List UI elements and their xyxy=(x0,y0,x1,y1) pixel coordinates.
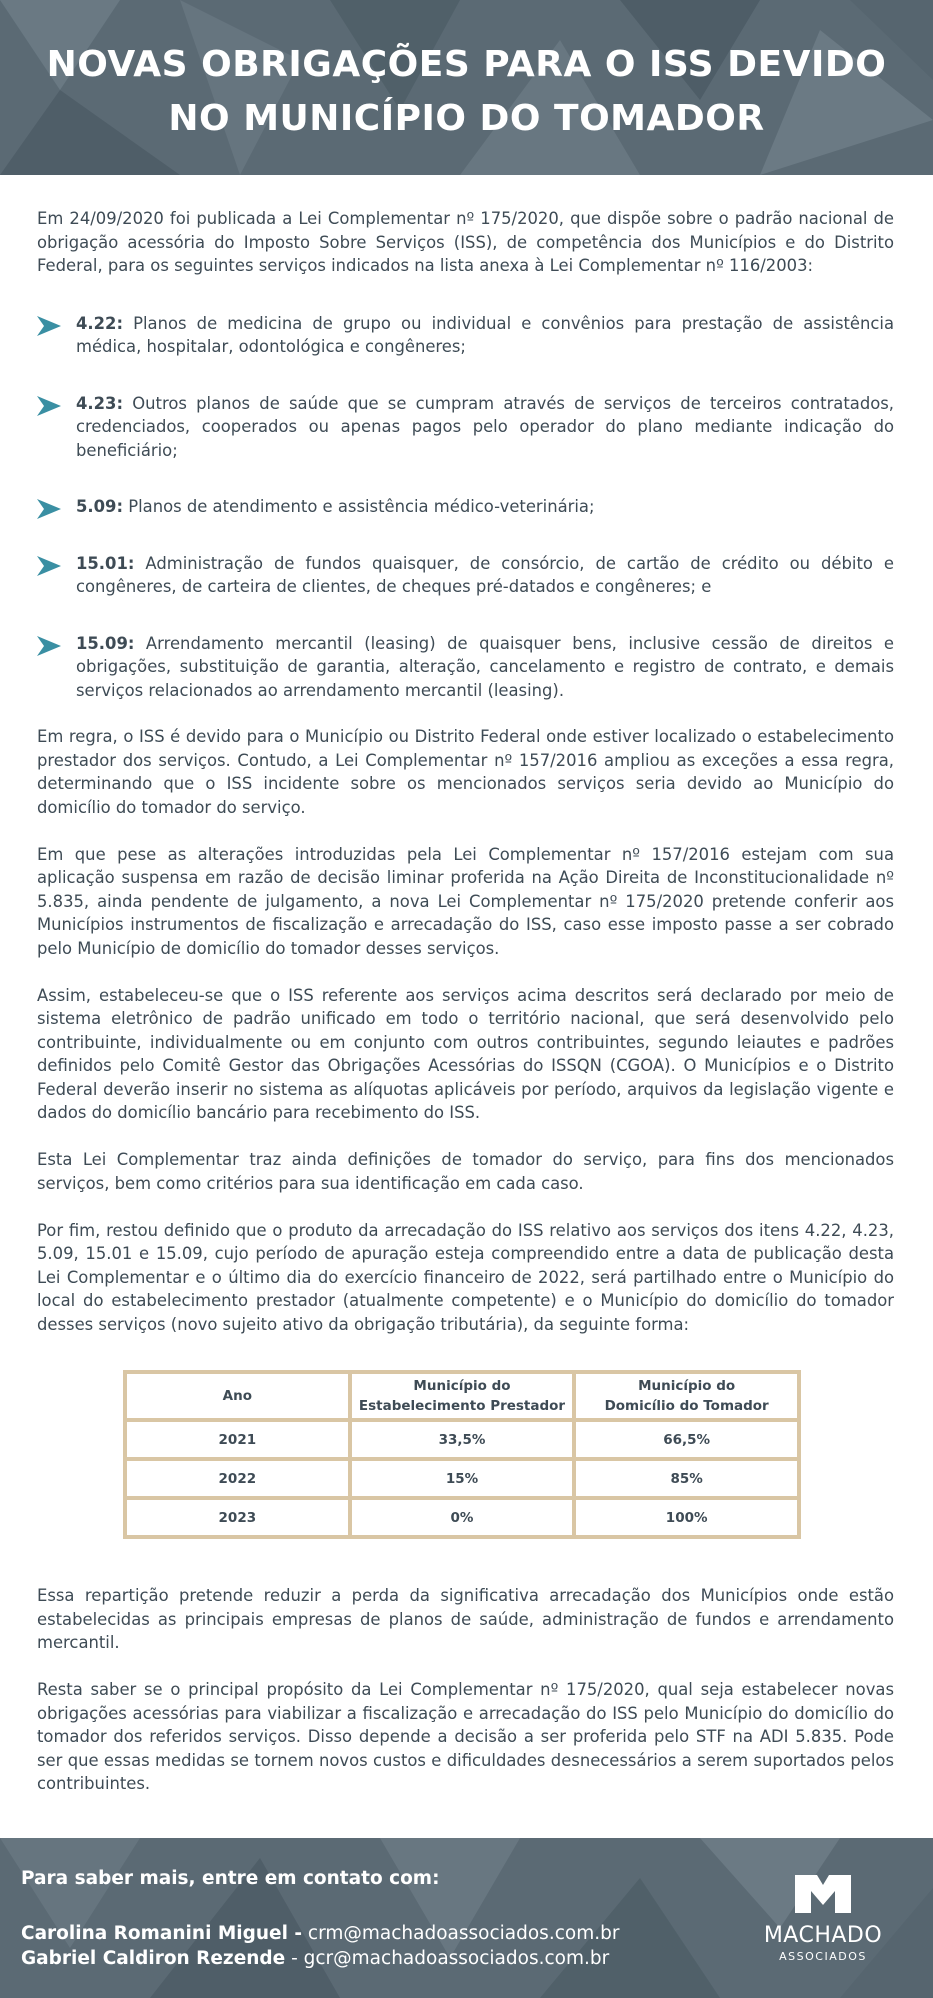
table-cell: 2023 xyxy=(127,1500,348,1535)
logo-sub: ASSOCIADOS xyxy=(779,1950,867,1963)
list-item xyxy=(37,495,894,519)
table-header-row xyxy=(127,1374,797,1418)
table-cell: 0% xyxy=(352,1500,573,1535)
header-line: Estabelecimento Prestador xyxy=(358,1398,566,1414)
contact-line xyxy=(21,1948,609,1969)
header-estabelecimento xyxy=(352,1374,573,1418)
arrow-bullet-icon xyxy=(37,499,61,519)
contact-name: Carolina Romanini Miguel - xyxy=(21,1923,303,1944)
body-paragraph: Em que pese as alterações introduzidas pela Lei Complementar nº 157/2016 estejam com sua aplicação suspensa em razão de decisão liminar proferida na Ação Direita de Inconstitucionalidade nº 5.835, ainda pendente de julgamento, a nova Lei Complementar nº 175/2020 pretende conferir aos Municípios instrumentos de fiscalização e arrecadação do ISS, caso esse imposto passe a ser cobrado pelo Município de domicílio do tomador desses serviços. xyxy=(37,844,894,958)
title-line-1: NOVAS OBRIGAÇÕES PARA O ISS DEVIDO xyxy=(46,44,887,85)
table-row xyxy=(127,1422,797,1457)
item-code: 4.22: xyxy=(76,313,123,333)
contact-footer xyxy=(0,1838,933,1998)
item-text: Planos de atendimento e assistência médico-veterinária; xyxy=(123,497,595,516)
header-domicilio xyxy=(576,1374,797,1418)
item-code: 5.09: xyxy=(76,497,123,516)
article-body xyxy=(37,207,894,1360)
header-line: Domicílio do Tomador xyxy=(604,1398,769,1414)
table-cell: 2021 xyxy=(127,1422,348,1457)
body-paragraph: Por fim, restou definido que o produto da arrecadação do ISS relativo aos serviços dos itens 4.22, 4.23, 5.09, 15.01 e 15.09, cujo período de apuração esteja compreendido entre a data de publicação desta Lei Complementar e o último dia do exercício financeiro de 2022, será partilhado entre o Município do local do estabelecimento prestador (atualmente competente) e o Município do domicílio do tomador desses serviços (novo sujeito ativo da obrigação tributária), da seguinte forma: xyxy=(37,1220,894,1334)
body-paragraph: Resta saber se o principal propósito da Lei Complementar nº 175/2020, qual seja estabelecer novas obrigações acessórias para viabilizar a fiscalização e arrecadação do ISS pelo Município do domicílio do tomador dos referidos serviços. Disso depende a decisão a ser proferida pelo STF na ADI 5.835. Pode ser que essas medidas se tornem novos custos e dificuldades desnecessários a serem suportados pelos contribuintes. xyxy=(37,1680,894,1793)
table-cell: 66,5% xyxy=(576,1422,797,1457)
table-row xyxy=(127,1500,797,1535)
table-cell: 15% xyxy=(352,1461,573,1496)
list-item xyxy=(37,392,894,463)
contact-name: Gabriel Caldiron Rezende xyxy=(21,1948,286,1969)
list-item xyxy=(37,632,894,703)
body-paragraph: Em regra, o ISS é devido para o Município ou Distrito Federal onde estiver localizado o estabelecimento prestador dos serviços. Contudo, a Lei Complementar nº 157/2016 ampliou as exceções a essa regra, determinando que o ISS incidente sobre os mencionados serviços seria devido ao Município do domicílio do tomador do serviço. xyxy=(37,727,894,817)
body-paragraph: Assim, estabeleceu-se que o ISS referente aos serviços acima descritos será declarado por meio de sistema eletrônico de padrão unificado em todo o território nacional, que será desenvolvido pelo contribuinte, individualmente ou em conjunto com outros contribuintes, segundo leiautes e padrões definidos pelo Comitê Gestor das Obrigações Acessórias do ISSQN (CGOA). O Municípios e o Distrito Federal deverão inserir no sistema as alíquotas aplicáveis por período, arquivos da legislação vigente e dados do domicílio bancário para recebimento do ISS. xyxy=(37,985,894,1122)
header-line: Município do xyxy=(413,1378,511,1394)
item-text: Planos de medicina de grupo ou individual e convênios para prestação de assistência médica, hospitalar, odontológica e congêneres; xyxy=(76,313,894,356)
closing-section xyxy=(37,1584,894,1819)
item-text: Outros planos de saúde que se cumpram através de serviços de terceiros contratados, credenciados, cooperados ou apenas pagos pelo operador do plano mediante indicação do beneficiário; xyxy=(76,393,894,460)
intro-paragraph: Em 24/09/2020 foi publicada a Lei Complementar nº 175/2020, que dispõe sobre o padrão nacional de obrigação acessória do Imposto Sobre Serviços (ISS), de competência dos Municípios e do Distrito Federal, para os seguintes serviços indicados na lista anexa à Lei Complementar nº 116/2003: xyxy=(37,209,894,275)
list-item xyxy=(37,552,894,599)
title-line-2: NO MUNICÍPIO DO TOMADOR xyxy=(168,98,765,139)
page-title xyxy=(0,38,933,146)
item-code: 4.23: xyxy=(76,393,123,413)
table-cell: 85% xyxy=(576,1461,797,1496)
table-row xyxy=(127,1461,797,1496)
logo-name: MACHADO xyxy=(763,1923,883,1948)
footer-title: Para saber mais, entre em contato com: xyxy=(21,1868,440,1889)
item-code: 15.09: xyxy=(76,633,135,653)
list-item xyxy=(37,312,894,359)
table-cell: 2022 xyxy=(127,1461,348,1496)
arrow-bullet-icon xyxy=(37,636,61,656)
header-banner xyxy=(0,0,933,175)
body-paragraph: Esta Lei Complementar traz ainda definições de tomador do serviço, para fins dos mencionados serviços, bem como critérios para sua identificação em cada caso. xyxy=(37,1150,894,1193)
distribution-table xyxy=(123,1370,801,1539)
arrow-bullet-icon xyxy=(37,316,61,336)
table-cell: 33,5% xyxy=(352,1422,573,1457)
contact-email[interactable]: crm@machadoassociados.com.br xyxy=(302,1923,620,1944)
item-text: Arrendamento mercantil (leasing) de quaisquer bens, inclusive cessão de direitos e obrigações, substituição de garantia, alteração, cancelamento e registro de contrato, e demais serviços relacionados ao arrendamento mercantil (leasing). xyxy=(76,633,894,700)
header-line: Município do xyxy=(638,1378,736,1394)
machado-logo xyxy=(758,1875,888,1963)
arrow-bullet-icon xyxy=(37,556,61,576)
table-cell: 100% xyxy=(576,1500,797,1535)
header-ano: Ano xyxy=(127,1374,348,1418)
contact-email[interactable]: - gcr@machadoassociados.com.br xyxy=(285,1948,610,1969)
body-paragraph: Essa repartição pretende reduzir a perda da significativa arrecadação dos Municípios onde estão estabelecidas as principais empresas de planos de saúde, administração de fundos e arrendamento mercantil. xyxy=(37,1586,894,1652)
arrow-bullet-icon xyxy=(37,396,61,416)
item-text: Administração de fundos quaisquer, de consórcio, de cartão de crédito ou débito e congêneres, de carteira de clientes, de cheques pré-datados e congêneres; e xyxy=(76,553,894,596)
machado-logo-icon xyxy=(795,1875,851,1913)
item-code: 15.01: xyxy=(76,553,135,573)
contact-line xyxy=(21,1923,619,1944)
